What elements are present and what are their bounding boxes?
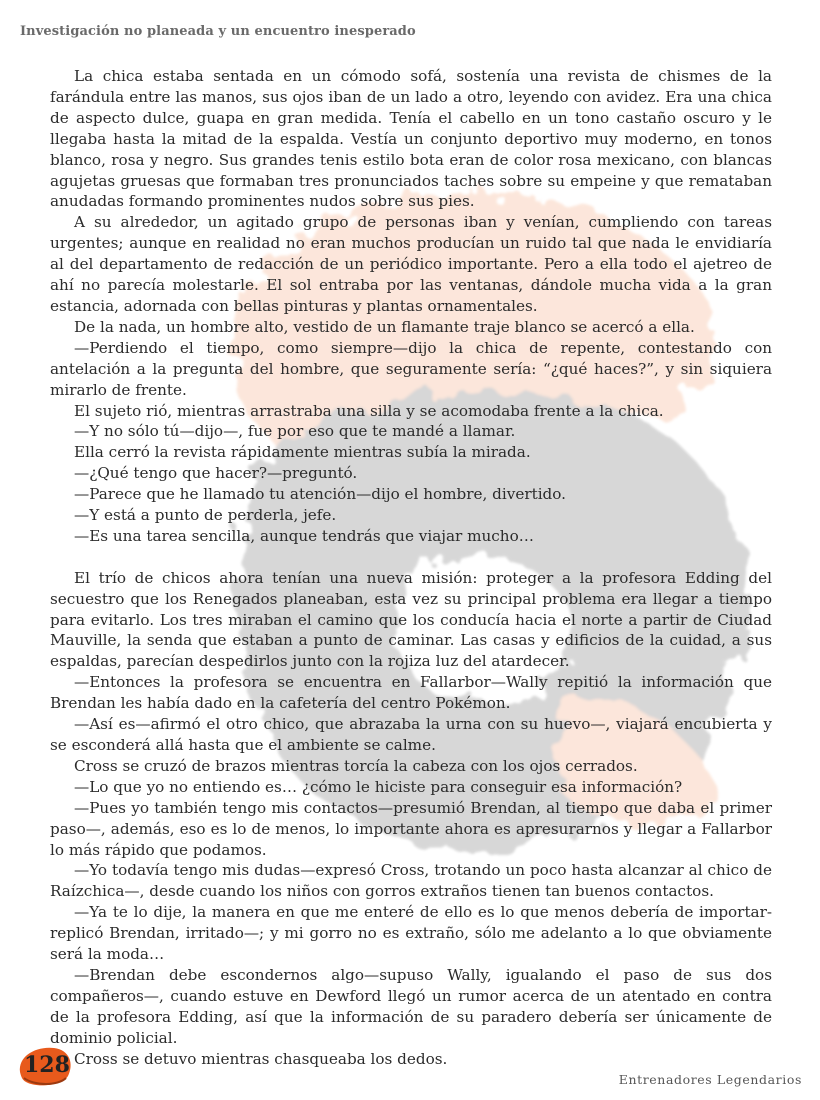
dialogue-line: —Parece que he llamado tu atención—dijo el hombre, divertido. xyxy=(74,485,566,504)
paragraph: El trío de chicos ahora tenían una nueva misión: proteger a la profesora Edding del secuestro que los Renegados planeaban, esta vez su principal problema era llegar a tiempo para evitarlo. Los tres miraban el camino que los conducía hacia el norte a partir de Ciudad Mauville, la senda que estaban a punto de caminar. Las casas y edificios de la cuidad, a sus espaldas, parecían despedirlos junto con la rojiza luz del atardecer. xyxy=(50,568,772,671)
dialogue-line: —Perdiendo el tiempo, como siempre—dijo la chica de repente, contestando con antelación a la pregunta del hombre, que seguramente sería: “¿qué haces?”, y sin siquiera mirarlo de frente. xyxy=(50,338,772,399)
page-number: 128 xyxy=(24,1052,70,1078)
running-header: Investigación no planeada y un encuentro inesperado xyxy=(20,24,416,39)
dialogue-line: —Lo que yo no entiendo es… ¿cómo le hiciste para conseguir esa información? xyxy=(74,777,683,796)
paragraph: La chica estaba sentada en un cómodo sofá, sostenía una revista de chismes de la farándula entre las manos, sus ojos iban de un lado a otro, leyendo con avidez. Era una chica de aspecto dulce, guapa en gran medida. Tenía el cabello en un tono castaño oscuro y le llegaba hasta la mitad de la espalda. Vestía un conjunto deportivo muy moderno, en tonos blanco, rosa y negro. Sus grandes tenis estilo bota eran de color rosa mexicano, con blancas agujetas gruesas que formaban tres pronunciados taches sobre su empeine y que remataban anudadas formando prominentes nudos sobre sus pies. xyxy=(50,67,772,211)
dialogue-line: —Es una tarea sencilla, aunque tendrás que viajar mucho… xyxy=(74,526,534,545)
paragraph: Ella cerró la revista rápidamente mientras subía la mirada. xyxy=(74,443,531,462)
paragraph: El sujeto rió, mientras arrastraba una silla y se acomodaba frente a la chica. xyxy=(74,401,664,420)
dialogue-line: —Brendan debe escondernos algo—supuso Wally, igualando el paso de sus dos compañeros—, cuando estuve en Dewford llegó un rumor acerca de un atentado en contra de la profesora Edding, así que la información de su paradero debería ser únicamente de dominio policial. xyxy=(50,965,772,1047)
dialogue-line: —Y está a punto de perderla, jefe. xyxy=(74,506,337,525)
dialogue-line: —Ya te lo dije, la manera en que me enteré de ello es lo que menos debería de importar-replicó Brendan, irritado—; y mi gorro no es extraño, sólo me adelanto a lo que obviamente será la moda… xyxy=(50,903,772,964)
paragraph: Cross se detuvo mientras chasqueaba los dedos. xyxy=(74,1049,448,1068)
body-text xyxy=(50,66,772,1069)
dialogue-line: —Yo todavía tengo mis dudas—expresó Cross, trotando un poco hasta alcanzar al chico de Raízchica—, desde cuando los niños con gorros extraños tienen tan buenos contactos. xyxy=(50,861,772,901)
paragraph: Cross se cruzó de brazos mientras torcía la cabeza con los ojos cerrados. xyxy=(74,756,638,775)
paragraph: De la nada, un hombre alto, vestido de un flamante traje blanco se acercó a ella. xyxy=(74,317,695,336)
dialogue-line: —Pues yo también tengo mis contactos—presumió Brendan, al tiempo que daba el primer paso—, además, eso es lo de menos, lo importante ahora es apresurarnos y llegar a Fallarbor lo más rápido que podamos. xyxy=(50,798,772,859)
dialogue-line: —Y no sólo tú—dijo—, fue por eso que te mandé a llamar. xyxy=(74,422,516,441)
dialogue-line: —Entonces la profesora se encuentra en Fallarbor—Wally repitió la información que Brendan les había dado en la cafetería del centro Pokémon. xyxy=(50,673,772,713)
dialogue-line: —Así es—afirmó el otro chico, que abrazaba la urna con su huevo—, viajará encubierta y se esconderá allá hasta que el ambiente se calme. xyxy=(50,715,772,754)
paragraph: A su alrededor, un agitado grupo de personas iban y venían, cumpliendo con tareas urgentes; aunque en realidad no eran muchos producían un ruido tal que nada le envidiaría al del departamento de redacción de un periódico importante. Pero a ella todo el ajetreo de ahí no parecía molestarle. El sol entraba por las ventanas, dándole mucha vida a la gran estancia, adornada con bellas pinturas y plantas ornamentales. xyxy=(50,213,772,315)
dialogue-line: —¿Qué tengo que hacer?—preguntó. xyxy=(74,464,358,483)
running-footer: Entrenadores Legendarios xyxy=(618,1072,802,1087)
